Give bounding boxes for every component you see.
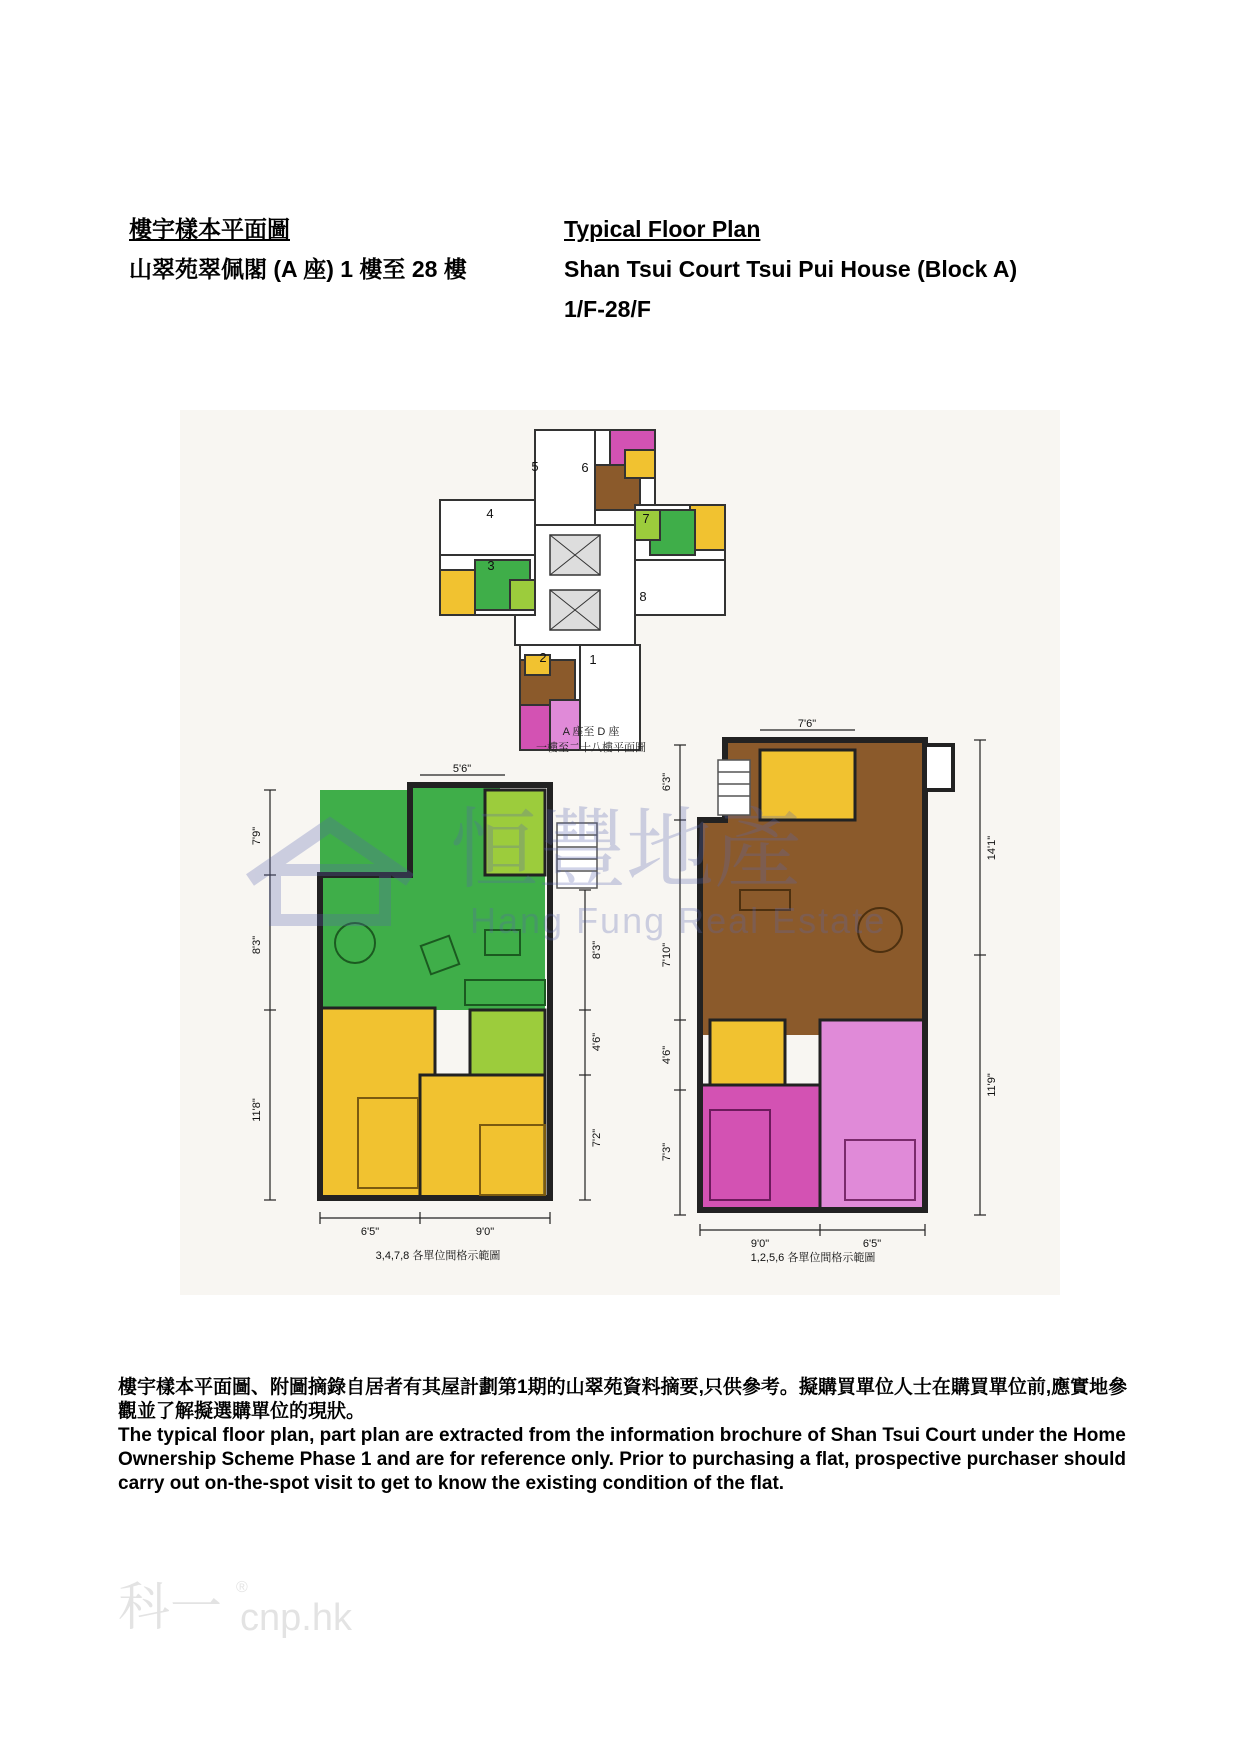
floor-plan-figure (180, 410, 1060, 1295)
en-title: Typical Floor Plan (564, 216, 761, 242)
en-subtitle: Shan Tsui Court Tsui Pui House (Block A) (564, 256, 1018, 282)
right-dim-1: 6'3" (661, 772, 673, 792)
left-dim-top: 5'6" (452, 763, 472, 775)
left-dim-b1: 6'5" (360, 1226, 380, 1238)
unit-label-8: 8 (639, 589, 647, 604)
unit-label-1: 1 (589, 652, 597, 667)
cnp-logo-zh: 科一 (118, 1578, 223, 1638)
left-dim-r1: 8'3" (591, 940, 603, 960)
left-dim-b2: 9'0" (475, 1226, 495, 1238)
left-dim-1: 7'9" (251, 826, 263, 846)
notes-zh: 樓宇樣本平面圖、附圖摘錄自居者有其屋計劃第1期的山翠苑資料摘要,只供參考。擬購買單位人士在購買單位前,應實地參觀並了解擬選購單位的現狀。 (118, 1377, 1128, 1422)
key-plan-caption-2: 一樓至二十八樓平面圖 (536, 742, 646, 754)
unit-label-7: 7 (642, 511, 650, 526)
right-dim-r1: 14'1" (986, 835, 998, 861)
zh-title: 樓宇樣本平面圖 (129, 216, 290, 242)
unit-label-4: 4 (486, 506, 494, 521)
left-dim-r2: 4'6" (591, 1032, 603, 1052)
unit-label-6: 6 (581, 460, 589, 475)
cnp-logo (118, 1570, 378, 1640)
zh-subtitle: 山翠苑翠佩閣 (A 座) 1 樓至 28 樓 (129, 256, 467, 282)
left-dim-2: 8'3" (251, 935, 263, 955)
cnp-logo-text: cnp.hk (240, 1597, 352, 1639)
left-plan-caption: 3,4,7,8 各單位間格示範圖 (375, 1250, 501, 1262)
unit-label-2: 2 (539, 650, 547, 665)
right-dim-r2: 11'9" (986, 1073, 998, 1097)
key-plan (440, 430, 725, 750)
watermark-zh: 恒豐地產 (450, 798, 803, 901)
unit-label-5: 5 (531, 459, 539, 474)
left-dim-r3: 7'2" (591, 1128, 603, 1148)
right-dim-3: 4'6" (661, 1045, 673, 1065)
watermark-en: Hang Fung Real Estate (470, 900, 887, 941)
unit-label-3: 3 (487, 558, 495, 573)
notes (118, 1376, 1138, 1496)
right-dim-2: 7'10" (661, 942, 673, 968)
right-plan-caption: 1,2,5,6 各單位間格示範圖 (750, 1252, 876, 1264)
right-dim-b1: 9'0" (750, 1238, 770, 1250)
left-dim-3: 11'8" (251, 1098, 263, 1122)
right-dim-4: 7'3" (661, 1142, 673, 1162)
en-floors: 1/F-28/F (564, 296, 651, 322)
cnp-logo-mark: ® (236, 1579, 248, 1596)
key-plan-caption-1: A 座至 D 座 (562, 726, 620, 738)
right-dim-top: 7'6" (797, 718, 817, 730)
right-dim-b2: 6'5" (862, 1238, 882, 1250)
notes-en: The typical floor plan, part plan are extracted from the information brochure of Shan Tsui Court under the Home Ownership Scheme Phase 1 and are for reference only. Prior to purchasing a flat, prospective purchaser should carry out on-the-spot visit to get to know the existing condition of the flat. (118, 1425, 1127, 1494)
